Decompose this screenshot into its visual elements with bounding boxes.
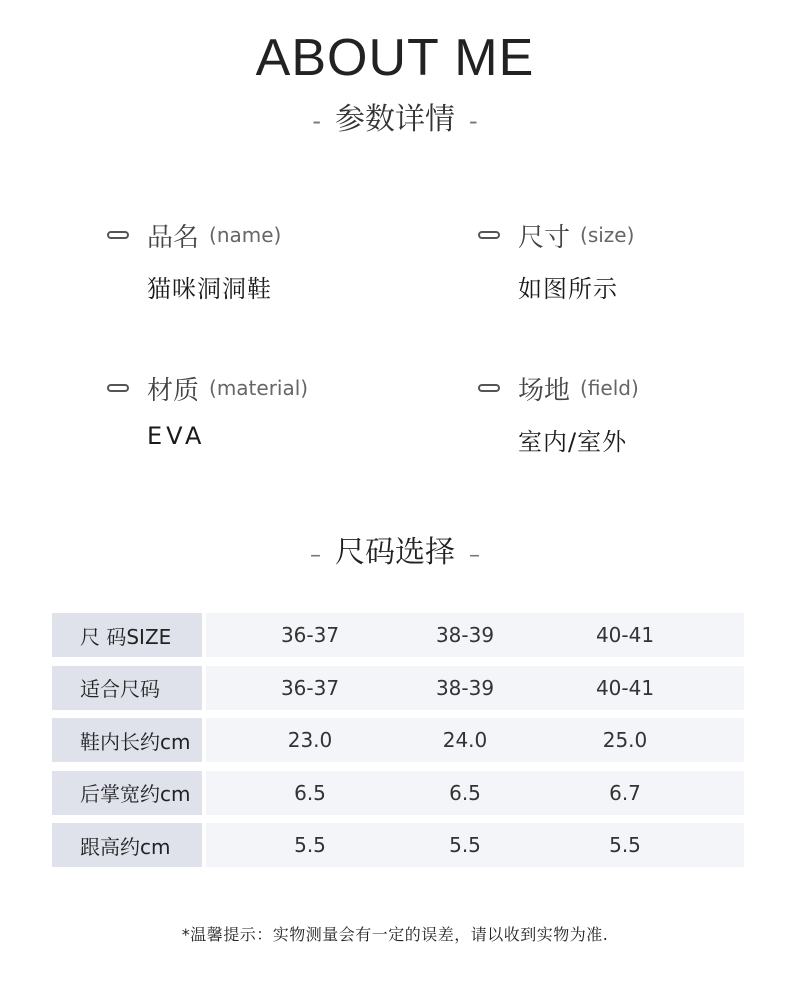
param-label-en: (name) [209,223,282,247]
table-cell: 38-39 [435,675,495,700]
param-value: 猫咪洞洞鞋 [147,275,272,303]
row-header: 后掌宽约cm [52,771,202,815]
table-cell: 5.5 [449,833,481,857]
param-size [478,215,634,304]
pill-icon [107,231,129,239]
table-cell: 36-37 [280,623,340,647]
table-cell: 40-41 [595,675,655,700]
table-cell: 23.0 [287,728,333,752]
row-header: 尺 码SIZE [52,613,202,657]
table-cell: 25.0 [602,728,648,752]
table-cell: 36-37 [280,675,340,700]
param-label: 品名 [147,222,200,253]
param-field [478,368,639,457]
table-cell: 38-39 [435,623,495,647]
row-header: 跟高约cm [52,823,202,867]
dash-left: – [310,543,321,568]
table-cell: 6.5 [294,780,326,805]
table-row [52,613,744,657]
param-name [107,215,281,304]
table-row [52,718,744,762]
size-title-text: 尺码选择 [335,535,455,570]
table-cell: 6.5 [449,780,481,805]
pill-icon [107,384,129,392]
param-label-en: (size) [580,223,635,247]
param-label-en: (material) [209,376,309,400]
dash-right: – [469,543,480,568]
table-row [52,666,744,710]
param-value: EVA [147,422,206,450]
disclaimer-note: *温馨提示：实物测量会有一定的误差，请以收到实物为准. [181,925,609,944]
dash-left: - [312,107,321,135]
table-cell: 24.0 [442,728,488,752]
row-header: 适合尺码 [52,666,202,710]
param-label: 材质 [147,375,200,406]
size-table [52,613,744,876]
section-subtitle [0,100,790,141]
param-material [107,368,308,450]
table-row [52,823,744,867]
table-row [52,771,744,815]
param-value: 室内/室外 [518,428,628,456]
pill-icon [478,231,500,239]
param-label: 场地 [518,375,571,406]
param-label-en: (field) [580,376,639,400]
param-value: 如图所示 [518,275,618,303]
size-section-title [0,533,790,576]
table-cell: 5.5 [609,833,641,857]
subtitle-text: 参数详情 [335,102,455,137]
table-cell: 40-41 [595,623,655,647]
pill-icon [478,384,500,392]
page-title: ABOUT ME [255,29,535,87]
table-cell: 6.7 [609,780,641,805]
dash-right: - [469,107,478,135]
table-cell: 5.5 [294,833,326,857]
param-label: 尺寸 [518,222,571,253]
row-header: 鞋内长约cm [52,718,202,762]
